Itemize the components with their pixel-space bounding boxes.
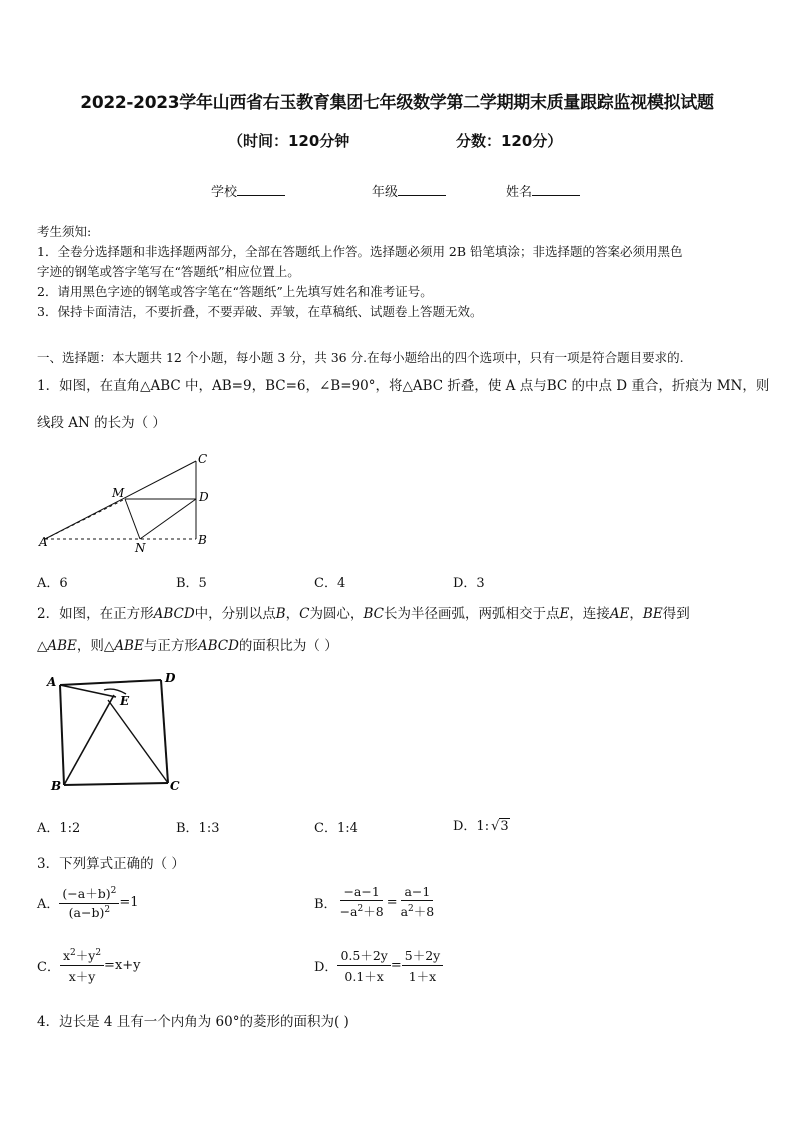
q2-abcd-2: ABCD bbox=[197, 638, 239, 654]
q2-segment-ae bbox=[60, 685, 116, 697]
q1-option-d: D．3 bbox=[453, 576, 485, 591]
q3-b-fraction-1 bbox=[337, 884, 387, 920]
q2-edge-dc bbox=[161, 680, 168, 783]
q1-line-1: 1．如图，在直角△ABC 中，AB=9，BC=6，∠B=90°，将△ABC 折叠，使 A 点与BC 的中点 D 重合，折痕为 MN，则 bbox=[37, 378, 770, 394]
q1-label-a: A bbox=[39, 535, 48, 549]
q1-label-m: M bbox=[112, 486, 125, 500]
q1-option-c: C．4 bbox=[314, 576, 346, 591]
q2-label-c: C bbox=[170, 779, 180, 793]
notice-block bbox=[37, 222, 683, 322]
q3-c-num-x-exp: 2 bbox=[70, 947, 76, 958]
q1-edge-am bbox=[45, 499, 125, 539]
q3-d-numerator-1: 0.5＋2y bbox=[337, 946, 390, 966]
q1-label-b: B bbox=[198, 533, 207, 547]
q2-text-9: ，则△ bbox=[76, 638, 115, 654]
q2-abcd: ABCD bbox=[153, 606, 195, 622]
q3-b-den1-base: −a bbox=[339, 904, 358, 919]
q4-stem: 4．边长是 4 且有一个内角为 60°的菱形的面积为( ) bbox=[37, 1014, 349, 1030]
school-label: 学校 bbox=[211, 185, 238, 200]
q2-edge-ba bbox=[60, 685, 64, 785]
q3-a-rhs: =1 bbox=[119, 894, 139, 910]
q2-text-3: ， bbox=[285, 606, 300, 622]
q3-c-num-y: ＋y bbox=[75, 948, 96, 963]
q3-a-fraction bbox=[59, 884, 119, 920]
q2-text-6: ，连接 bbox=[569, 606, 610, 622]
q2-abe: ABE bbox=[114, 638, 144, 654]
notice-item-2: 2．请用黑色字迹的钢笔或答字笔在“答题纸”上先填写姓名和准考证号。 bbox=[37, 284, 433, 299]
exam-title: 2022-2023学年山西省右玉教育集团七年级数学第二学期期末质量跟踪监视模拟试题 bbox=[80, 93, 714, 113]
q1-label-d: D bbox=[199, 490, 209, 504]
q3-a-num-base: (−a＋b) bbox=[62, 886, 111, 901]
q2-figure bbox=[46, 670, 191, 800]
q2-bc: BC bbox=[363, 606, 384, 622]
exam-score: 分数：120分） bbox=[456, 132, 563, 150]
q2-option-a: A．1:2 bbox=[37, 821, 81, 836]
q2-label-e: E bbox=[120, 694, 130, 708]
q3-b-den1-exp: 2 bbox=[357, 903, 364, 914]
q2-option-d bbox=[453, 815, 510, 834]
q3-b-equals: = bbox=[386, 894, 398, 910]
q1-option-b: B．5 bbox=[176, 576, 207, 591]
notice-item-3: 3．保持卡面清洁，不要折叠，不要弄破、弄皱，在草稿纸、试题卷上答题无效。 bbox=[37, 304, 483, 319]
q3-b-den1-tail: ＋8 bbox=[363, 904, 384, 919]
q3-c-num-x: x bbox=[62, 948, 71, 963]
q2-edge-ad bbox=[60, 680, 161, 685]
q1-edge-nd bbox=[140, 499, 196, 539]
grade-label: 年级 bbox=[372, 185, 399, 200]
q3-d-equals: = bbox=[390, 958, 402, 973]
q2-ae: AE bbox=[609, 606, 630, 622]
q2-segment-be bbox=[64, 695, 114, 785]
notice-item-1-line-2: 字迹的钢笔或答字笔写在“答题纸”相应位置上。 bbox=[37, 264, 300, 279]
q3-a-label: A． bbox=[37, 896, 60, 912]
q3-c-numerator bbox=[60, 946, 104, 966]
grade-field bbox=[372, 181, 446, 200]
q1-figure bbox=[36, 450, 226, 555]
q2-c: C bbox=[299, 606, 310, 622]
q2-be: BE bbox=[642, 606, 663, 622]
q2-option-c: C．1:4 bbox=[314, 821, 358, 836]
q3-d-label: D． bbox=[314, 960, 338, 975]
q3-b-den2-tail: ＋8 bbox=[413, 904, 435, 919]
q2-e: E bbox=[559, 606, 570, 622]
q2-text-10: 与正方形 bbox=[143, 638, 198, 654]
q2-triangle-abe: △ABE bbox=[37, 638, 77, 654]
q2-label-d: D bbox=[165, 671, 176, 685]
school-blank bbox=[237, 183, 285, 196]
q3-c-label: C． bbox=[37, 960, 60, 975]
q3-option-b bbox=[314, 884, 437, 920]
q2-segment-ec bbox=[108, 700, 168, 783]
q2-text-2: 中，分别以点 bbox=[194, 606, 276, 622]
q2-line-2 bbox=[37, 634, 338, 654]
notice-item-1-line-1: 1．全卷分选择题和非选择题两部分，全部在答题纸上作答。选择题必须用 2B 铅笔填涂；非选择题的答案必须用黑色 bbox=[37, 244, 683, 259]
q3-c-fraction bbox=[60, 946, 104, 985]
q2-b: B bbox=[275, 606, 286, 622]
q3-d-fraction-1 bbox=[337, 946, 390, 985]
sqrt-icon: √ bbox=[491, 819, 500, 834]
notice-heading: 考生须知: bbox=[37, 224, 92, 239]
q3-a-num-exp: 2 bbox=[110, 885, 117, 896]
q3-b-den2-exp: 2 bbox=[408, 903, 414, 914]
q3-b-den2-base: a bbox=[400, 904, 409, 919]
q2-text-5: 长为半径画弧，两弧相交于点 bbox=[383, 606, 560, 622]
q2-option-b: B．1:3 bbox=[176, 821, 220, 836]
q3-d-fraction-2 bbox=[402, 946, 443, 985]
q2-text-1: 2．如图，在正方形 bbox=[37, 606, 154, 622]
name-blank bbox=[532, 183, 580, 196]
q3-c-num-y-exp: 2 bbox=[95, 947, 102, 958]
q2-text-11: 的面积比为（ ） bbox=[238, 638, 338, 654]
q3-a-denominator bbox=[66, 904, 113, 920]
q2-line-1 bbox=[37, 602, 690, 622]
q2-option-d-prefix: D．1: bbox=[453, 819, 490, 834]
q3-option-c bbox=[37, 946, 141, 985]
q1-line-2: 线段 AN 的长为（ ） bbox=[37, 415, 166, 431]
q3-b-numerator-2: a−1 bbox=[401, 884, 433, 901]
q3-b-label: B． bbox=[314, 896, 337, 912]
section-heading: 一、选择题：本大题共 12 个小题，每小题 3 分，共 36 分.在每小题给出的四个选项中，只有一项是符合题目要求的. bbox=[37, 350, 684, 365]
q2-option-d-radicand: 3 bbox=[500, 819, 509, 834]
q2-label-b: B bbox=[51, 779, 62, 793]
q2-text-7: ， bbox=[629, 606, 643, 622]
q3-d-numerator-2: 5＋2y bbox=[402, 946, 443, 966]
q3-b-denominator-1 bbox=[337, 901, 387, 920]
q3-option-d bbox=[314, 946, 443, 985]
q2-edge-cb bbox=[64, 783, 168, 785]
q3-stem: 3．下列算式正确的（ ） bbox=[37, 856, 185, 872]
q1-option-a: A．6 bbox=[37, 576, 68, 591]
q2-text-8: 得到 bbox=[662, 606, 690, 622]
q3-a-den-exp: 2 bbox=[104, 905, 111, 915]
q3-a-numerator bbox=[59, 884, 119, 904]
q1-crease-mn bbox=[125, 499, 140, 539]
q3-b-fraction-2 bbox=[398, 884, 438, 920]
q2-text-4: 为圆心， bbox=[309, 606, 364, 622]
q3-b-denominator-2 bbox=[398, 901, 438, 920]
grade-blank bbox=[398, 183, 446, 196]
q3-d-denominator-2: 1＋x bbox=[408, 969, 437, 984]
q3-option-a bbox=[37, 884, 138, 920]
name-field bbox=[506, 181, 580, 200]
q2-label-a: A bbox=[47, 675, 57, 689]
q3-c-denominator: x＋y bbox=[68, 969, 96, 984]
q1-label-c: C bbox=[198, 452, 208, 466]
q3-b-numerator-1: −a−1 bbox=[340, 884, 382, 901]
exam-time: （时间：120分钟 bbox=[228, 132, 350, 150]
q3-c-rhs: =x+y bbox=[104, 958, 141, 973]
q3-a-den-base: (a−b) bbox=[68, 905, 105, 921]
school-field bbox=[211, 181, 285, 200]
q3-d-denominator-1: 0.1＋x bbox=[344, 969, 384, 984]
q1-label-n: N bbox=[135, 541, 146, 555]
name-label: 姓名 bbox=[506, 185, 533, 200]
